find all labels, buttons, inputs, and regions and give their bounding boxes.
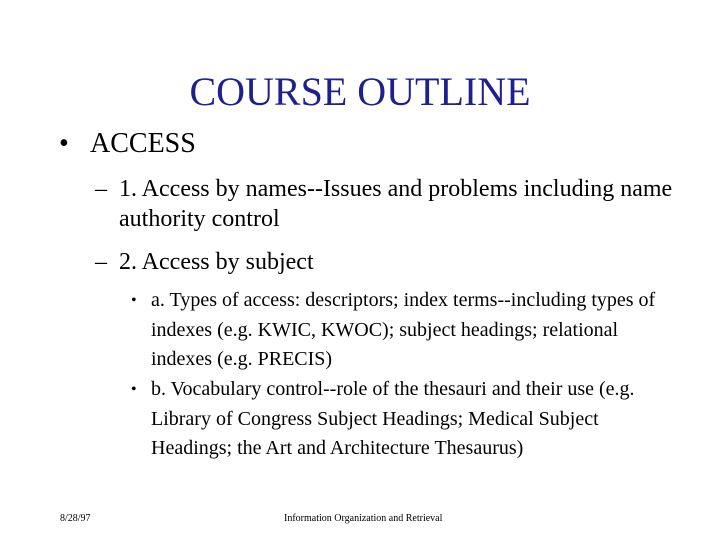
outline-item-access-by-names-label: 1. Access by names--Issues and problems including name authority control <box>119 176 673 232</box>
slide-title-text: COURSE OUTLINE <box>189 69 531 114</box>
bullet-marker: • <box>59 128 69 159</box>
outline-item-types-of-access-label: a. Types of access: descriptors; index terms--including types of indexes (e.g. KWIC, KWOC); subject headings; relational indexes (e.g. PRECIS) <box>151 289 656 370</box>
outline-item-vocabulary-control-label: b. Vocabulary control--role of the thesauri and their use (e.g. Library of Congress Subject Headings; Medical Subject Headings; the Art and Architecture Thesaurus) <box>151 378 635 459</box>
outline-item-access-label: ACCESS <box>90 128 196 159</box>
footer-date: 8/28/97 <box>60 513 91 524</box>
outline-item-vocabulary-control <box>131 375 671 464</box>
dash-marker: – <box>95 176 107 202</box>
bullet-marker: • <box>131 292 137 309</box>
footer-course-name: Information Organization and Retrieval <box>284 513 443 524</box>
outline-item-access-by-subject-label: 2. Access by subject <box>119 249 314 275</box>
slide-title <box>0 68 720 116</box>
outline-item-access-by-subject <box>95 247 695 277</box>
outline-item-types-of-access <box>131 286 671 375</box>
dash-marker: – <box>95 249 107 275</box>
bullet-marker: • <box>131 381 137 398</box>
outline-item-access-by-names <box>95 174 695 234</box>
